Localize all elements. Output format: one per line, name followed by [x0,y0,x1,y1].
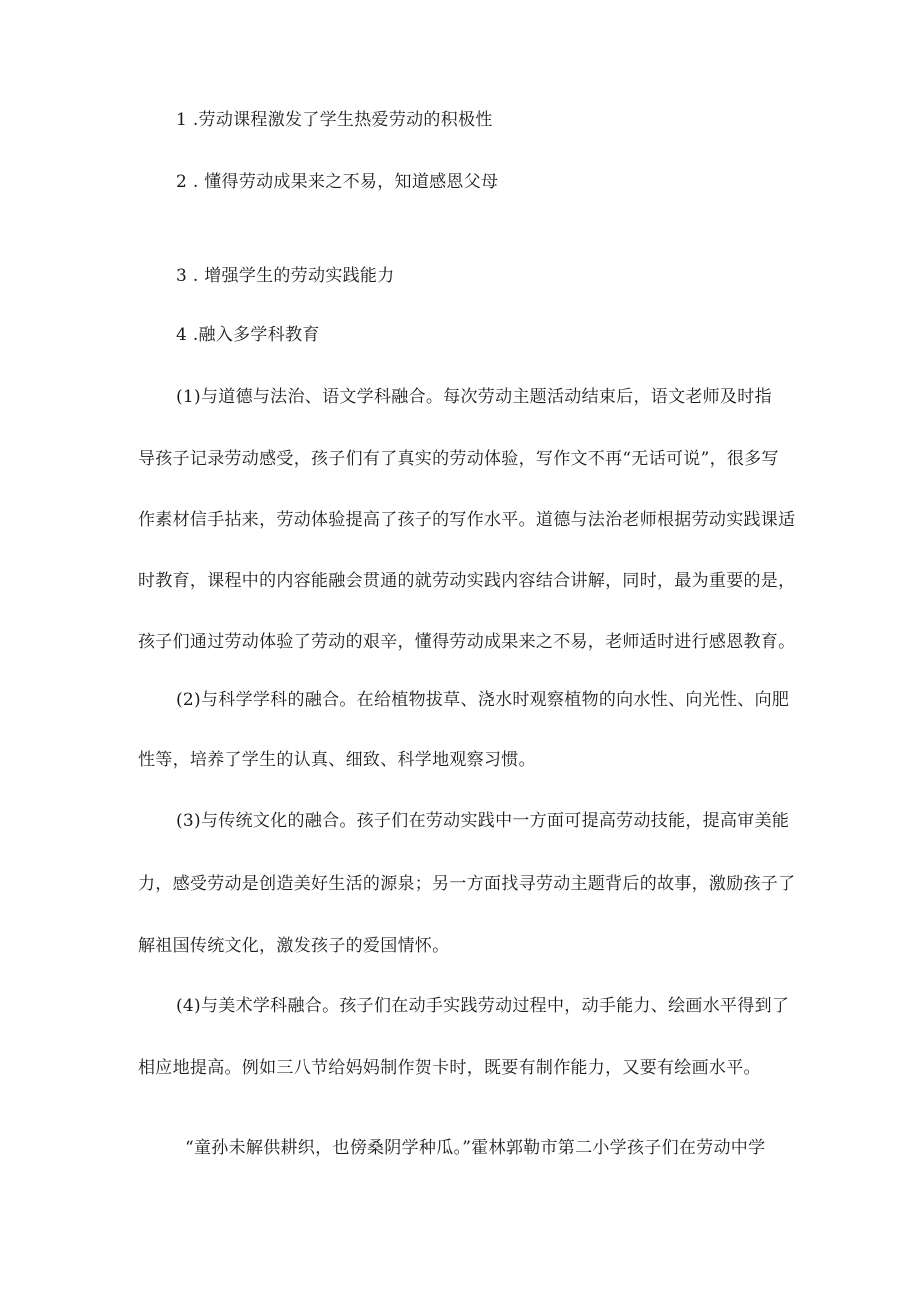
paragraph-line: (2)与科学学科的融合。在给植物拔草、浇水时观察植物的向水性、向光性、向肥 [176,690,790,710]
paragraph-line: 作素材信手拈来，劳动体验提高了孩子的写作水平。道德与法治老师根据劳动实践课适 [138,510,796,530]
paragraph-line: 解祖国传统文化，激发孩子的爱国情怀。 [138,936,450,956]
heading-4: 4 .融入多学科教育 [176,325,320,345]
paragraph-line: 孩子们通过劳动体验了劳动的艰辛，懂得劳动成果来之不易，老师适时进行感恩教育。 [138,632,796,652]
paragraph-line: 相应地提高。例如三八节给妈妈制作贺卡时，既要有制作能力，又要有绘画水平。 [138,1058,761,1078]
paragraph-line: 力，感受劳动是创造美好生活的源泉；另一方面找寻劳动主题背后的故事，激励孩子了 [138,874,796,894]
heading-1: 1 .劳动课程激发了学生热爱劳动的积极性 [176,110,493,130]
paragraph-line: (1)与道德与法治、语文学科融合。每次劳动主题活动结束后，语文老师及时指 [176,387,772,407]
closing-line: “童孙未解供耕织，也傍桑阴学种瓜。”霍林郭勒市第二小学孩子们在劳动中学 [185,1138,766,1158]
heading-2: 2 . 懂得劳动成果来之不易，知道感恩父母 [176,172,499,192]
heading-3: 3 . 增强学生的劳动实践能力 [176,266,395,286]
paragraph-line: (3)与传统文化的融合。孩子们在劳动实践中一方面可提高劳动技能，提高审美能 [176,811,790,831]
paragraph-line: (4)与美术学科融合。孩子们在动手实践劳动过程中，动手能力、绘画水平得到了 [176,996,790,1016]
paragraph-line: 导孩子记录劳动感受，孩子们有了真实的劳动体验，写作文不再“无话可说”，很多写 [138,449,779,469]
paragraph-line: 性等，培养了学生的认真、细致、科学地观察习惯。 [138,750,536,770]
paragraph-line: 时教育，课程中的内容能融会贯通的就劳动实践内容结合讲解，同时，最为重要的是， [138,571,796,591]
